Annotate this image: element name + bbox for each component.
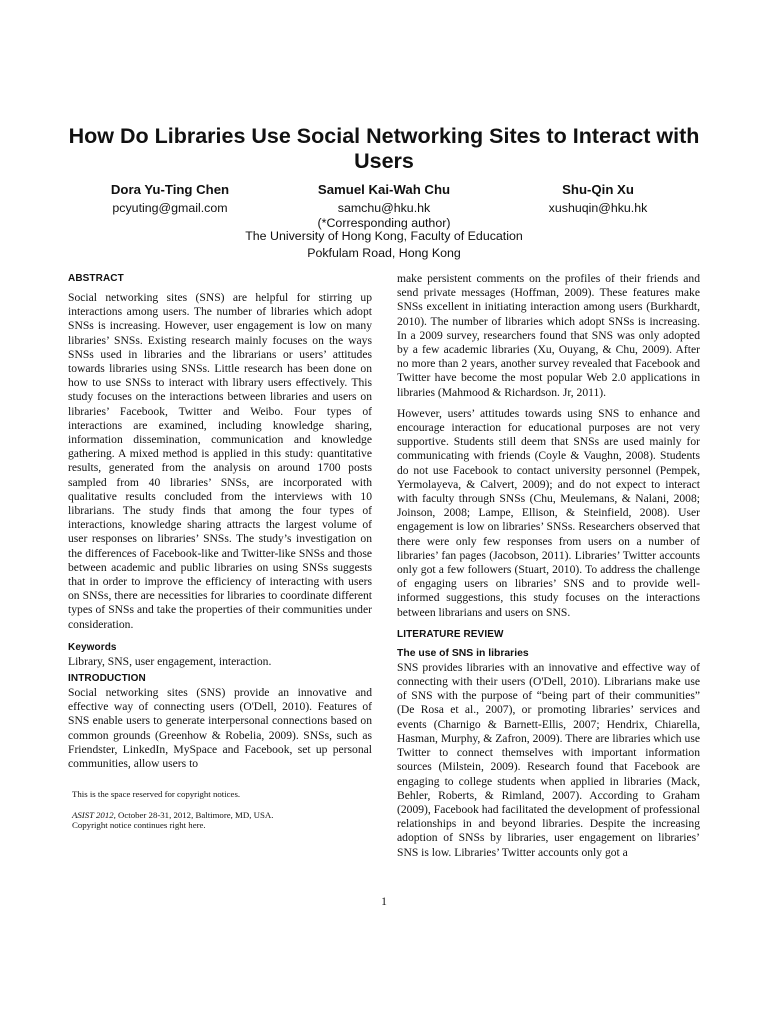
copyright-continues: Copyright notice continues right here. [72,820,206,830]
body-paragraph: However, users’ attitudes towards using SNS to enhance and encourage interaction for educational purposes are not very supportive. Students still deem that SNSs are used mainly for communicating with friends (Coyle & Vaughn, 2008). Students do not use Facebook to contact university personnel (Pempek, Yermolayeva, & Calvert, 2009); and do not expect to interact with faculty through SNSs (Chu, Meulemans, & Nalani, 2008; Joinson, 2008; Lampe, Ellison, & Steinfield, 2008). User engagement is low on libraries’ SNSs. Researchers observed that there were only few responses from users on a number of libraries’ fan pages (Jacobson, 2011). Libraries’ Twitter accounts only got a few followers (Stuart, 2010). To address the challenge of engaging users on libraries’ SNS and to provide well-informed suggestions, this study focuses on the interactions between librarians and users on SNS. [397,406,700,619]
conference-name: ASIST 2012, [72,809,116,820]
author-block-2 [284,182,484,231]
affiliation-line: The University of Hong Kong, Faculty of Education [245,229,523,243]
corresponding-author-note: (*Corresponding author) [317,216,451,230]
keywords-text: Library, SNS, user engagement, interaction. [68,654,272,668]
subsection-heading: The use of SNS in libraries [397,647,529,659]
author-block-3 [498,182,698,216]
author-email: pcyuting@gmail.com [112,201,228,215]
body-paragraph: SNS provides libraries with an innovative and effective way of connecting with their users (O'Dell, 2010). Librarians make use of SNS with the purpose of “being part of their communities” (De Rosa et al., 2007), or promoting libraries’ services and events (Charnigo & Barnett-Ellis, 2007; Hendrix, Chiarella, Hasman, Murphy, & Zafron, 2009). There are libraries which use Twitter to connect themselves with important information sources (Milstein, 2009). Research found that Facebook are engaging to college students when applied in libraries (Mack, Behler, Roberts, & Rimland, 2007). According to Graham (2009), Facebook had facilitated the development of professional relationships in and beyond libraries. Despite the increasing adoption of SNSs by libraries, user engagement on libraries’ SNS is low. Libraries’ Twitter accounts only got a [397,660,700,859]
author-email: samchu@hku.hk [337,201,431,215]
affiliation-line: Pokfulam Road, Hong Kong [307,246,461,260]
affiliation [0,228,768,262]
right-column [397,272,700,860]
keywords-heading: Keywords [68,641,117,653]
paper-title: How Do Libraries Use Social Networking Sites to Interact with Users [68,124,700,173]
copyright-box [68,789,372,831]
copyright-notice: This is the space reserved for copyright notices. [72,789,241,799]
conference-details: October 28-31, 2012, Baltimore, MD, USA. [115,809,274,820]
page-number: 1 [381,895,387,908]
abstract-heading: ABSTRACT [68,273,124,284]
author-name: Shu-Qin Xu [562,182,634,197]
author-email: xushuqin@hku.hk [548,201,648,215]
conference-venue [72,810,372,821]
introduction-text: Social networking sites (SNS) provide an innovative and effective way of connecting users (O'Dell, 2010). Features of SNS enable users to generate interpersonal connections based on common grounds (Greenhow & Robelia, 2009). SNSs, such as Friendster, LinkedIn, MySpace and Facebook, set up personal communities, allow users to [68,686,372,771]
author-name: Samuel Kai-Wah Chu [317,182,451,197]
author-block-1 [70,182,270,216]
literature-review-heading: LITERATURE REVIEW [397,628,504,640]
body-paragraph: make persistent comments on the profiles of their friends and send private messages (Hoffman, 2009). These features make SNSs excellent in initiating interaction among users (Burkhardt, 2010). The number of libraries which adopt SNSs is increasing. In a 2009 survey, researchers found that SNS was only adopted by a few academic libraries (Xu, Ouyang, & Chu, 2009). After no more than 2 years, another survey revealed that Facebook and Twitter have become the most popular Web 2.0 applications in libraries (Mahmood & Richardson. Jr, 2011). [397,272,700,399]
abstract-text: Social networking sites (SNS) are helpful for stirring up interactions among users. The number of libraries which adopt SNSs is increasing. However, user engagement is low on many libraries’ SNSs. Existing research mainly focuses on the ways SNSs used in libraries and the librarians or users’ attitudes towards libraries using SNSs. Little research has been done on how to use SNSs to interact with library users effectively. This study focuses on the interactions between libraries and users on libraries’ Facebook, Twitter and Weibo. Four types of interactions are examined, including knowledge sharing, information dissemination, communication and knowledge gathering. A mixed method is applied in this study: quantitative results, generated from the analysis on around 1700 posts sampled from 40 libraries’ SNSs, are incorporated with qualitative results concluded from the interviews with 10 librarians. The study finds that among the four types of interactions, knowledge sharing attracts the largest volume of user responses on libraries’ SNSs. The study’s investigation on the differences of Facebook-like and Twitter-like SNSs and those between academic and public libraries on using SNSs suggests that in order to improve the efficiency of interacting with users on SNSs, there are necessities for libraries to coordinate different types of SNSs and take the properties of their communities under consideration. [68,291,372,631]
introduction-heading: INTRODUCTION [68,673,146,685]
left-column [68,272,372,771]
author-name: Dora Yu-Ting Chen [110,182,230,197]
